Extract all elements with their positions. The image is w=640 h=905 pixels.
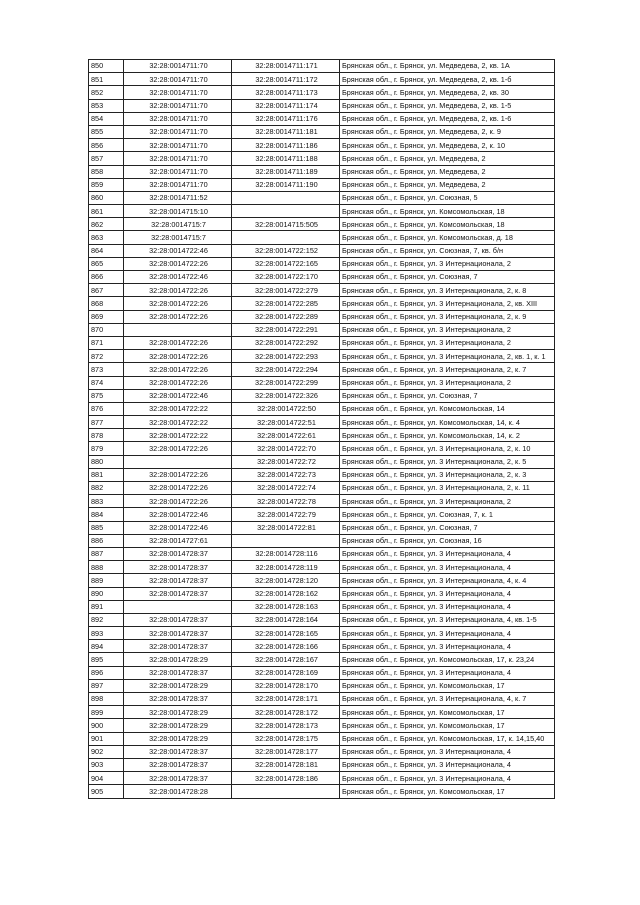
table-row (89, 745, 555, 758)
cadastral-quarter-cell (124, 455, 232, 468)
address-cell: Брянская обл., г. Брянск, ул. Союзная, 7 (340, 521, 555, 534)
address-cell: Брянская обл., г. Брянск, ул. Комсомольская, 14 (340, 402, 555, 415)
address-cell: Брянская обл., г. Брянск, ул. Медведева, 2, кв. 1-6 (340, 112, 555, 125)
cadastral-object-cell: 32:28:0014722:79 (232, 508, 340, 521)
cadastral-quarter-cell: 32:28:0014722:22 (124, 402, 232, 415)
cadastral-quarter-cell: 32:28:0014728:37 (124, 745, 232, 758)
cadastral-quarter-cell: 32:28:0014722:26 (124, 297, 232, 310)
row-number-cell: 870 (89, 323, 124, 336)
cadastral-object-cell: 32:28:0014728:165 (232, 627, 340, 640)
cadastral-quarter-cell: 32:28:0014728:37 (124, 772, 232, 785)
table-row (89, 482, 555, 495)
cadastral-quarter-cell: 32:28:0014722:26 (124, 482, 232, 495)
row-number-cell: 860 (89, 191, 124, 204)
cadastral-quarter-cell: 32:28:0014727:61 (124, 534, 232, 547)
address-cell: Брянская обл., г. Брянск, ул. 3 Интернационала, 4 (340, 772, 555, 785)
cadastral-object-cell: 32:28:0014728:177 (232, 745, 340, 758)
address-cell: Брянская обл., г. Брянск, ул. 3 Интернационала, 4 (340, 758, 555, 771)
cadastral-quarter-cell: 32:28:0014728:37 (124, 561, 232, 574)
row-number-cell: 852 (89, 86, 124, 99)
cadastral-object-cell: 32:28:0014728:119 (232, 561, 340, 574)
row-number-cell: 878 (89, 429, 124, 442)
cadastral-quarter-cell: 32:28:0014722:22 (124, 429, 232, 442)
table-row (89, 271, 555, 284)
row-number-cell: 882 (89, 482, 124, 495)
cadastral-quarter-cell: 32:28:0014728:37 (124, 613, 232, 626)
address-cell: Брянская обл., г. Брянск, ул. Медведева, 2 (340, 165, 555, 178)
address-cell: Брянская обл., г. Брянск, ул. Союзная, 7, кв. б/н (340, 244, 555, 257)
address-cell: Брянская обл., г. Брянск, ул. Медведева, 2 (340, 178, 555, 191)
cadastral-quarter-cell: 32:28:0014722:26 (124, 284, 232, 297)
table-row (89, 521, 555, 534)
row-number-cell: 890 (89, 587, 124, 600)
address-cell: Брянская обл., г. Брянск, ул. Медведева, 2, кв. 1-5 (340, 99, 555, 112)
cadastral-quarter-cell: 32:28:0014711:70 (124, 178, 232, 191)
row-number-cell: 895 (89, 653, 124, 666)
address-cell: Брянская обл., г. Брянск, ул. 3 Интернационала, 2 (340, 376, 555, 389)
address-cell: Брянская обл., г. Брянск, ул. Медведева, 2, кв. 1-б (340, 73, 555, 86)
cadastral-quarter-cell: 32:28:0014711:70 (124, 165, 232, 178)
row-number-cell: 889 (89, 574, 124, 587)
cadastral-quarter-cell: 32:28:0014715:10 (124, 205, 232, 218)
address-cell: Брянская обл., г. Брянск, ул. Союзная, 7 (340, 271, 555, 284)
cadastral-object-cell: 32:28:0014722:78 (232, 495, 340, 508)
cadastral-quarter-cell: 32:28:0014722:22 (124, 416, 232, 429)
row-number-cell: 886 (89, 534, 124, 547)
row-number-cell: 865 (89, 257, 124, 270)
cadastral-object-cell: 32:28:0014728:170 (232, 679, 340, 692)
table-row (89, 574, 555, 587)
row-number-cell: 862 (89, 218, 124, 231)
cadastral-quarter-cell: 32:28:0014722:46 (124, 244, 232, 257)
table-row (89, 402, 555, 415)
table-row (89, 205, 555, 218)
cadastral-quarter-cell: 32:28:0014728:29 (124, 706, 232, 719)
row-number-cell: 859 (89, 178, 124, 191)
cadastral-object-cell: 32:28:0014728:162 (232, 587, 340, 600)
row-number-cell: 888 (89, 561, 124, 574)
cadastral-object-cell: 32:28:0014728:164 (232, 613, 340, 626)
cadastral-quarter-cell: 32:28:0014722:26 (124, 376, 232, 389)
table-row (89, 693, 555, 706)
address-cell: Брянская обл., г. Брянск, ул. Комсомольская, 17 (340, 785, 555, 798)
table-row (89, 165, 555, 178)
address-cell: Брянская обл., г. Брянск, ул. 3 Интернационала, 2, кв. 1, к. 1 (340, 350, 555, 363)
cadastral-object-cell: 32:28:0014711:181 (232, 125, 340, 138)
table-row (89, 73, 555, 86)
table-row (89, 244, 555, 257)
address-cell: Брянская обл., г. Брянск, ул. Комсомольская, 17 (340, 719, 555, 732)
row-number-cell: 896 (89, 666, 124, 679)
address-cell: Брянская обл., г. Брянск, ул. 3 Интернационала, 4, кв. 1-5 (340, 613, 555, 626)
cadastral-object-cell: 32:28:0014722:326 (232, 389, 340, 402)
cadastral-quarter-cell: 32:28:0014711:70 (124, 112, 232, 125)
cadastral-quarter-cell: 32:28:0014715:7 (124, 231, 232, 244)
address-cell: Брянская обл., г. Брянск, ул. 3 Интернационала, 2 (340, 257, 555, 270)
row-number-cell: 854 (89, 112, 124, 125)
table-row (89, 125, 555, 138)
row-number-cell: 904 (89, 772, 124, 785)
cadastral-quarter-cell: 32:28:0014722:46 (124, 389, 232, 402)
cadastral-quarter-cell: 32:28:0014722:46 (124, 271, 232, 284)
cadastral-object-cell: 32:28:0014728:175 (232, 732, 340, 745)
address-cell: Брянская обл., г. Брянск, ул. Комсомольская, 14, к. 4 (340, 416, 555, 429)
table-row (89, 627, 555, 640)
address-cell: Брянская обл., г. Брянск, ул. 3 Интернационала, 4, к. 4 (340, 574, 555, 587)
cadastral-object-cell: 32:28:0014711:173 (232, 86, 340, 99)
table-row (89, 719, 555, 732)
table-row (89, 231, 555, 244)
table-row (89, 534, 555, 547)
table-row (89, 455, 555, 468)
cadastral-object-cell: 32:28:0014722:294 (232, 363, 340, 376)
cadastral-object-cell: 32:28:0014722:299 (232, 376, 340, 389)
cadastral-object-cell: 32:28:0014722:61 (232, 429, 340, 442)
row-number-cell: 858 (89, 165, 124, 178)
address-cell: Брянская обл., г. Брянск, ул. Комсомольская, 17, к. 14,15,40 (340, 732, 555, 745)
cadastral-quarter-cell: 32:28:0014728:37 (124, 758, 232, 771)
table-row (89, 785, 555, 798)
cadastral-object-cell: 32:28:0014728:181 (232, 758, 340, 771)
cadastral-object-cell: 32:28:0014722:81 (232, 521, 340, 534)
row-number-cell: 883 (89, 495, 124, 508)
row-number-cell: 898 (89, 693, 124, 706)
cadastral-object-cell (232, 231, 340, 244)
row-number-cell: 887 (89, 547, 124, 560)
cadastral-object-cell: 32:28:0014711:174 (232, 99, 340, 112)
address-cell: Брянская обл., г. Брянск, ул. Медведева, 2, кв. 1А (340, 60, 555, 73)
cadastral-quarter-cell: 32:28:0014711:70 (124, 139, 232, 152)
row-number-cell: 872 (89, 350, 124, 363)
row-number-cell: 894 (89, 640, 124, 653)
table-row (89, 139, 555, 152)
cadastral-object-cell: 32:28:0014722:74 (232, 482, 340, 495)
table-row (89, 191, 555, 204)
cadastral-registry-table (88, 59, 555, 799)
address-cell: Брянская обл., г. Брянск, ул. Медведева, 2, к. 10 (340, 139, 555, 152)
row-number-cell: 864 (89, 244, 124, 257)
cadastral-object-cell: 32:28:0014711:172 (232, 73, 340, 86)
address-cell: Брянская обл., г. Брянск, ул. Комсомольская, 18 (340, 218, 555, 231)
cadastral-quarter-cell: 32:28:0014711:70 (124, 125, 232, 138)
address-cell: Брянская обл., г. Брянск, ул. 3 Интернационала, 2, к. 10 (340, 442, 555, 455)
row-number-cell: 876 (89, 402, 124, 415)
address-cell: Брянская обл., г. Брянск, ул. 3 Интернационала, 2 (340, 336, 555, 349)
cadastral-object-cell: 32:28:0014722:285 (232, 297, 340, 310)
table-row (89, 772, 555, 785)
row-number-cell: 892 (89, 613, 124, 626)
cadastral-quarter-cell (124, 323, 232, 336)
cadastral-quarter-cell: 32:28:0014728:37 (124, 640, 232, 653)
row-number-cell: 855 (89, 125, 124, 138)
cadastral-object-cell: 32:28:0014728:173 (232, 719, 340, 732)
address-cell: Брянская обл., г. Брянск, ул. 3 Интернационала, 2, к. 11 (340, 482, 555, 495)
cadastral-object-cell (232, 191, 340, 204)
table-row (89, 257, 555, 270)
cadastral-object-cell: 32:28:0014711:176 (232, 112, 340, 125)
cadastral-quarter-cell: 32:28:0014728:37 (124, 693, 232, 706)
address-cell: Брянская обл., г. Брянск, ул. 3 Интернационала, 2 (340, 323, 555, 336)
row-number-cell: 902 (89, 745, 124, 758)
row-number-cell: 891 (89, 600, 124, 613)
row-number-cell: 901 (89, 732, 124, 745)
address-cell: Брянская обл., г. Брянск, ул. Союзная, 7, к. 1 (340, 508, 555, 521)
address-cell: Брянская обл., г. Брянск, ул. Комсомольская, 18 (340, 205, 555, 218)
row-number-cell: 903 (89, 758, 124, 771)
row-number-cell: 871 (89, 336, 124, 349)
cadastral-object-cell: 32:28:0014722:152 (232, 244, 340, 257)
table-row (89, 653, 555, 666)
cadastral-quarter-cell: 32:28:0014728:29 (124, 679, 232, 692)
row-number-cell: 866 (89, 271, 124, 284)
cadastral-quarter-cell: 32:28:0014722:26 (124, 468, 232, 481)
address-cell: Брянская обл., г. Брянск, ул. 3 Интернационала, 2, кв. XIII (340, 297, 555, 310)
cadastral-quarter-cell: 32:28:0014722:46 (124, 521, 232, 534)
cadastral-object-cell: 32:28:0014728:186 (232, 772, 340, 785)
table-row (89, 561, 555, 574)
address-cell: Брянская обл., г. Брянск, ул. 3 Интернационала, 2, к. 3 (340, 468, 555, 481)
table-row (89, 310, 555, 323)
cadastral-object-cell: 32:28:0014722:293 (232, 350, 340, 363)
cadastral-quarter-cell: 32:28:0014722:26 (124, 257, 232, 270)
table-row (89, 297, 555, 310)
table-row (89, 284, 555, 297)
row-number-cell: 853 (89, 99, 124, 112)
cadastral-quarter-cell: 32:28:0014722:26 (124, 495, 232, 508)
table-row (89, 587, 555, 600)
table-row (89, 416, 555, 429)
table-row (89, 613, 555, 626)
address-cell: Брянская обл., г. Брянск, ул. 3 Интернационала, 2, к. 7 (340, 363, 555, 376)
address-cell: Брянская обл., г. Брянск, ул. 3 Интернационала, 4 (340, 640, 555, 653)
cadastral-object-cell: 32:28:0014711:186 (232, 139, 340, 152)
cadastral-quarter-cell: 32:28:0014722:26 (124, 310, 232, 323)
table-row (89, 679, 555, 692)
address-cell: Брянская обл., г. Брянск, ул. Медведева, 2, к. 9 (340, 125, 555, 138)
cadastral-quarter-cell: 32:28:0014722:46 (124, 508, 232, 521)
cadastral-quarter-cell: 32:28:0014711:52 (124, 191, 232, 204)
table-row (89, 218, 555, 231)
cadastral-object-cell: 32:28:0014728:120 (232, 574, 340, 587)
cadastral-object-cell: 32:28:0014722:165 (232, 257, 340, 270)
address-cell: Брянская обл., г. Брянск, ул. 3 Интернационала, 4, к. 7 (340, 693, 555, 706)
cadastral-quarter-cell (124, 600, 232, 613)
cadastral-object-cell: 32:28:0014711:190 (232, 178, 340, 191)
address-cell: Брянская обл., г. Брянск, ул. Медведева, 2 (340, 152, 555, 165)
cadastral-quarter-cell: 32:28:0014728:29 (124, 653, 232, 666)
table-row (89, 178, 555, 191)
address-cell: Брянская обл., г. Брянск, ул. Медведева, 2, кв. 30 (340, 86, 555, 99)
cadastral-object-cell: 32:28:0014722:292 (232, 336, 340, 349)
cadastral-object-cell: 32:28:0014728:167 (232, 653, 340, 666)
table-row (89, 350, 555, 363)
table-row (89, 152, 555, 165)
row-number-cell: 880 (89, 455, 124, 468)
row-number-cell: 877 (89, 416, 124, 429)
cadastral-quarter-cell: 32:28:0014728:37 (124, 547, 232, 560)
cadastral-quarter-cell: 32:28:0014711:70 (124, 73, 232, 86)
row-number-cell: 899 (89, 706, 124, 719)
address-cell: Брянская обл., г. Брянск, ул. Союзная, 5 (340, 191, 555, 204)
cadastral-quarter-cell: 32:28:0014728:28 (124, 785, 232, 798)
cadastral-object-cell: 32:28:0014728:116 (232, 547, 340, 560)
address-cell: Брянская обл., г. Брянск, ул. 3 Интернационала, 2, к. 5 (340, 455, 555, 468)
cadastral-quarter-cell: 32:28:0014711:70 (124, 60, 232, 73)
row-number-cell: 897 (89, 679, 124, 692)
cadastral-object-cell (232, 205, 340, 218)
address-cell: Брянская обл., г. Брянск, ул. 3 Интернационала, 4 (340, 627, 555, 640)
row-number-cell: 869 (89, 310, 124, 323)
address-cell: Брянская обл., г. Брянск, ул. Комсомольская, 17 (340, 679, 555, 692)
table-row (89, 376, 555, 389)
table-row (89, 112, 555, 125)
row-number-cell: 875 (89, 389, 124, 402)
cadastral-quarter-cell: 32:28:0014728:37 (124, 627, 232, 640)
address-cell: Брянская обл., г. Брянск, ул. 3 Интернационала, 2, к. 9 (340, 310, 555, 323)
cadastral-object-cell: 32:28:0014728:172 (232, 706, 340, 719)
cadastral-object-cell: 32:28:0014722:50 (232, 402, 340, 415)
table-row (89, 640, 555, 653)
cadastral-quarter-cell: 32:28:0014722:26 (124, 363, 232, 376)
cadastral-object-cell (232, 785, 340, 798)
row-number-cell: 881 (89, 468, 124, 481)
row-number-cell: 874 (89, 376, 124, 389)
row-number-cell: 905 (89, 785, 124, 798)
cadastral-object-cell: 32:28:0014722:51 (232, 416, 340, 429)
cadastral-object-cell: 32:28:0014711:189 (232, 165, 340, 178)
cadastral-object-cell: 32:28:0014722:70 (232, 442, 340, 455)
cadastral-object-cell: 32:28:0014711:171 (232, 60, 340, 73)
cadastral-object-cell: 32:28:0014728:169 (232, 666, 340, 679)
row-number-cell: 850 (89, 60, 124, 73)
cadastral-object-cell: 32:28:0014728:166 (232, 640, 340, 653)
row-number-cell: 884 (89, 508, 124, 521)
table-row (89, 758, 555, 771)
cadastral-quarter-cell: 32:28:0014722:26 (124, 442, 232, 455)
table-row (89, 429, 555, 442)
row-number-cell: 873 (89, 363, 124, 376)
row-number-cell: 851 (89, 73, 124, 86)
row-number-cell: 893 (89, 627, 124, 640)
address-cell: Брянская обл., г. Брянск, ул. Комсомольская, 17, к. 23,24 (340, 653, 555, 666)
row-number-cell: 885 (89, 521, 124, 534)
cadastral-object-cell: 32:28:0014722:170 (232, 271, 340, 284)
cadastral-object-cell: 32:28:0014722:289 (232, 310, 340, 323)
table-row (89, 547, 555, 560)
table-row (89, 706, 555, 719)
address-cell: Брянская обл., г. Брянск, ул. Комсомольская, 17 (340, 706, 555, 719)
row-number-cell: 863 (89, 231, 124, 244)
cadastral-quarter-cell: 32:28:0014722:26 (124, 350, 232, 363)
table-row (89, 468, 555, 481)
address-cell: Брянская обл., г. Брянск, ул. 3 Интернационала, 4 (340, 587, 555, 600)
table-row (89, 666, 555, 679)
row-number-cell: 900 (89, 719, 124, 732)
cadastral-object-cell: 32:28:0014728:171 (232, 693, 340, 706)
table-row (89, 99, 555, 112)
cadastral-quarter-cell: 32:28:0014711:70 (124, 99, 232, 112)
table-body (89, 60, 555, 799)
table-row (89, 508, 555, 521)
address-cell: Брянская обл., г. Брянск, ул. 3 Интернационала, 4 (340, 547, 555, 560)
cadastral-object-cell: 32:28:0014722:72 (232, 455, 340, 468)
cadastral-object-cell: 32:28:0014722:73 (232, 468, 340, 481)
row-number-cell: 856 (89, 139, 124, 152)
address-cell: Брянская обл., г. Брянск, ул. Союзная, 16 (340, 534, 555, 547)
address-cell: Брянская обл., г. Брянск, ул. Союзная, 7 (340, 389, 555, 402)
address-cell: Брянская обл., г. Брянск, ул. 3 Интернационала, 2, к. 8 (340, 284, 555, 297)
cadastral-object-cell: 32:28:0014722:279 (232, 284, 340, 297)
cadastral-quarter-cell: 32:28:0014728:37 (124, 587, 232, 600)
row-number-cell: 861 (89, 205, 124, 218)
row-number-cell: 868 (89, 297, 124, 310)
cadastral-object-cell: 32:28:0014728:163 (232, 600, 340, 613)
address-cell: Брянская обл., г. Брянск, ул. Комсомольская, 14, к. 2 (340, 429, 555, 442)
table-row (89, 323, 555, 336)
cadastral-object-cell: 32:28:0014722:291 (232, 323, 340, 336)
cadastral-quarter-cell: 32:28:0014711:70 (124, 152, 232, 165)
address-cell: Брянская обл., г. Брянск, ул. Комсомольская, д. 18 (340, 231, 555, 244)
cadastral-quarter-cell: 32:28:0014715:7 (124, 218, 232, 231)
cadastral-object-cell (232, 534, 340, 547)
cadastral-quarter-cell: 32:28:0014711:70 (124, 86, 232, 99)
cadastral-quarter-cell: 32:28:0014728:37 (124, 666, 232, 679)
address-cell: Брянская обл., г. Брянск, ул. 3 Интернационала, 2 (340, 495, 555, 508)
row-number-cell: 857 (89, 152, 124, 165)
table-row (89, 732, 555, 745)
address-cell: Брянская обл., г. Брянск, ул. 3 Интернационала, 4 (340, 561, 555, 574)
table-row (89, 442, 555, 455)
row-number-cell: 879 (89, 442, 124, 455)
table-row (89, 389, 555, 402)
table-row (89, 60, 555, 73)
cadastral-quarter-cell: 32:28:0014728:29 (124, 732, 232, 745)
table-row (89, 86, 555, 99)
table-row (89, 363, 555, 376)
cadastral-object-cell: 32:28:0014715:505 (232, 218, 340, 231)
address-cell: Брянская обл., г. Брянск, ул. 3 Интернационала, 4 (340, 745, 555, 758)
row-number-cell: 867 (89, 284, 124, 297)
cadastral-quarter-cell: 32:28:0014728:29 (124, 719, 232, 732)
address-cell: Брянская обл., г. Брянск, ул. 3 Интернационала, 4 (340, 600, 555, 613)
cadastral-quarter-cell: 32:28:0014722:26 (124, 336, 232, 349)
cadastral-quarter-cell: 32:28:0014728:37 (124, 574, 232, 587)
table-row (89, 336, 555, 349)
table-row (89, 495, 555, 508)
table-row (89, 600, 555, 613)
cadastral-object-cell: 32:28:0014711:188 (232, 152, 340, 165)
address-cell: Брянская обл., г. Брянск, ул. 3 Интернационала, 4 (340, 666, 555, 679)
